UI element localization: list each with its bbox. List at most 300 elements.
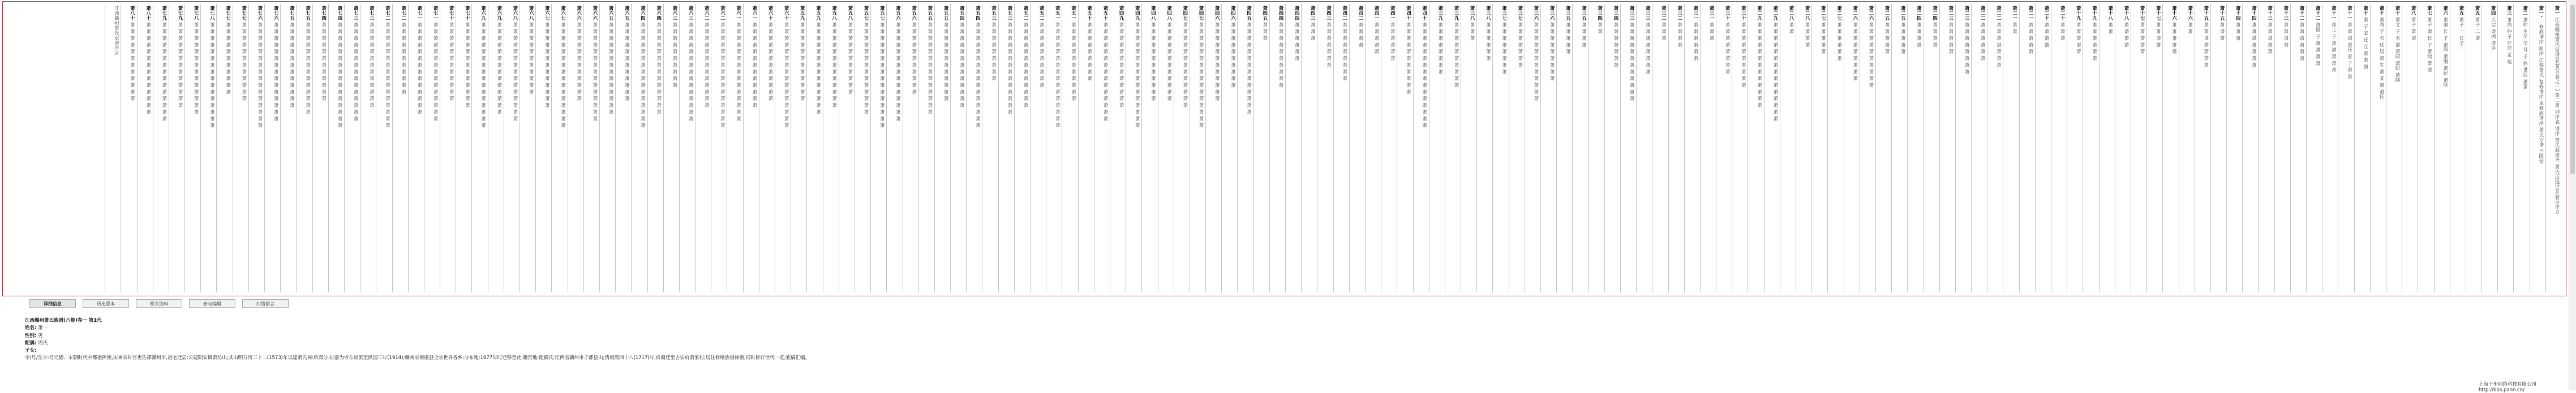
- column-rank: 萧七八: [194, 6, 200, 21]
- column-rank: 萧二九: [1772, 6, 1779, 21]
- column-rank: 萧五三: [991, 6, 997, 21]
- genealogy-column: [1509, 4, 1525, 292]
- column-rank: 萧二四: [1916, 6, 1922, 21]
- column-text: 萧 萧 萧: [1262, 22, 1268, 41]
- genealogy-column: [328, 4, 344, 292]
- column-rank: 萧四三: [1326, 6, 1332, 21]
- column-rank: 萧五十: [1102, 6, 1109, 21]
- column-text: 萧 萧 萧 萧 萧 萧 萧 萧 萧 萧 萧 萧 萧: [1119, 22, 1125, 108]
- genealogy-column: [2003, 4, 2019, 292]
- genealogy-column: [2019, 4, 2035, 292]
- genealogy-column: [2146, 4, 2162, 292]
- column-rank: 萧四八: [1150, 6, 1157, 21]
- column-text: 萧 萧 萧 萧: [1581, 22, 1587, 47]
- genealogy-column: [280, 4, 296, 292]
- genealogy-column: [663, 4, 679, 292]
- genealogy-column: [2179, 4, 2195, 292]
- genealogy-column: [2258, 4, 2274, 292]
- column-rank: 萧四五: [1246, 6, 1252, 21]
- genealogy-column: [1588, 4, 1604, 292]
- scrollbar-thumb[interactable]: [2570, 5, 2575, 174]
- genealogy-column: [1716, 4, 1732, 292]
- column-rank: 萧六十: [768, 6, 774, 21]
- column-text: 萧 萧 萧 萧 萧: [1565, 22, 1572, 54]
- column-rank: 萧八: [2411, 6, 2417, 16]
- genealogy-column: [488, 4, 504, 292]
- column-rank: 萧三九: [1454, 6, 1460, 21]
- column-text: 萧 萧 萧 萧 萧 萧 萧 萧 萧 萧 萧 萧 萧 萧 萧 萧: [385, 22, 391, 128]
- column-text: 萧 萧 萧 萧 萧 萧 萧 萧 萧 萧 萧 萧 萧 萧 萧 萧: [720, 22, 726, 128]
- column-text: 萧 萧 萧 萧 萧 萧 萧 萧 萧 萧: [1278, 22, 1284, 88]
- column-text: 江西赣州萧氏家谱序言: [114, 6, 120, 55]
- column-text: 萧 萧 萧 萧 萧: [1821, 22, 1827, 54]
- genealogy-column: [105, 4, 121, 292]
- column-text: 萧 萧 萧 萧 萧 萧 萧 萧 萧 萧 萧 萧 萧 萧 萧 萧: [975, 22, 981, 128]
- column-rank: 萧三六: [1534, 6, 1539, 21]
- page-scrollbar[interactable]: [2569, 0, 2576, 390]
- column-text: 萧 萧 萧 萧 萧: [2028, 22, 2034, 54]
- column-rank: 萧三十: [1741, 6, 1747, 21]
- genealogy-column: [1572, 4, 1588, 292]
- column-text: 萧 萧 萧 萧: [1805, 22, 1811, 47]
- column-rank: 萧五八: [831, 6, 838, 21]
- genealogy-column: [2418, 4, 2433, 292]
- genealogy-column: [1556, 4, 1572, 292]
- column-rank: 萧三五: [1581, 6, 1587, 21]
- column-rank: 萧十二: [2315, 6, 2321, 21]
- genealogy-column: [1860, 4, 1875, 292]
- column-rank: 萧五七: [864, 6, 870, 21]
- genealogy-column: [2242, 4, 2258, 292]
- genealogy-column: [1221, 4, 1237, 292]
- column-rank: 萧四二: [1358, 6, 1364, 21]
- column-text: 萧子 谱 长 子 萧续 萧 谱: [2427, 17, 2433, 73]
- genealogy-scroll-panel[interactable]: [2, 1, 2566, 296]
- column-text: 萧 萧 萧 萧 萧 萧 萧 萧 萧 萧 萧 萧 萧 萧 萧 萧: [640, 22, 646, 128]
- column-rank: 萧二四: [1932, 6, 1938, 21]
- genealogy-column: [121, 4, 136, 292]
- genealogy-column: [504, 4, 520, 292]
- column-rank: 萧三四: [1613, 6, 1619, 21]
- column-text: 萧 萧: [1789, 22, 1794, 34]
- column-text: 萧 萧 萧 萧 萧 萧: [1486, 22, 1492, 61]
- tab-history[interactable]: 历史版本: [83, 299, 129, 308]
- column-rank: 萧十八: [2123, 6, 2130, 21]
- column-text: 萧 萧 萧 萧 萧 萧 萧 萧 萧 萧 萧 萧 萧 萧 萧 萧: [1199, 22, 1205, 128]
- genealogy-column: [1030, 4, 1046, 292]
- column-text: 萧 萧 萧 萧 萧 萧 萧 萧 萧 萧 萧 萧: [576, 22, 582, 101]
- genealogy-column: [2162, 4, 2178, 292]
- column-text: 萧 萧 萧 萧 萧 萧 萧 萧: [1501, 22, 1508, 75]
- column-rank: 萧十一: [2331, 6, 2337, 21]
- genealogy-column: [2530, 4, 2545, 292]
- genealogy-column: [1827, 4, 1843, 292]
- column-rank: 萧六八: [529, 6, 535, 21]
- genealogy-column: [1939, 4, 1955, 292]
- column-rank: 萧十一: [2347, 6, 2353, 21]
- column-rank: 萧六五: [608, 6, 615, 21]
- genealogy-column: [1636, 4, 1652, 292]
- column-text: 萧 萧 萧 萧 萧 萧 萧 萧 萧 萧 萧 萧 萧 萧 萧 萧: [1422, 22, 1428, 128]
- column-text: 二修族谱序 原序 江都萧氏 复修谱序 重修族谱序 萧氏宗谱 兰陵堂: [2538, 19, 2544, 164]
- column-rank: 萧三四: [1597, 6, 1603, 21]
- genealogy-column: [2322, 4, 2338, 292]
- genealogy-column: [1780, 4, 1796, 292]
- column-rank: 萧二九: [1757, 6, 1763, 21]
- meta-row: 子女:: [25, 348, 37, 354]
- column-rank: 萧四: [2491, 6, 2497, 16]
- genealogy-column: [806, 4, 822, 292]
- column-text: 萧 萧 萧 萧 萧 萧 萧 萧: [1725, 22, 1731, 75]
- genealogy-column: [2306, 4, 2322, 292]
- meta-row: 姓名: 萧一: [25, 325, 48, 331]
- column-rank: 萧五二: [1023, 6, 1029, 21]
- genealogy-column: [1492, 4, 1508, 292]
- genealogy-column: [695, 4, 711, 292]
- column-text: 萧 萧 萧 萧 萧 萧 萧 萧 萧 萧 萧: [529, 22, 535, 94]
- genealogy-column: [647, 4, 663, 292]
- column-text: 萧 萧 萧 萧 萧 萧 萧 萧 萧 萧 萧 萧: [943, 22, 950, 101]
- genealogy-column: [153, 4, 169, 292]
- column-text: 萧 萧 萧: [1470, 22, 1476, 41]
- column-rank: 萧七七: [241, 6, 247, 21]
- column-rank: 萧四六: [1230, 6, 1237, 21]
- tab-details[interactable]: 详细信息: [29, 299, 76, 308]
- column-rank: 萧六: [2442, 6, 2449, 16]
- column-text: 萧 萧 萧 萧 萧 萧 萧 萧 萧 萧 萧 萧 萧 萧 萧 萧: [784, 22, 790, 128]
- column-rank: 萧三八: [1486, 6, 1492, 21]
- column-rank: 萧三三: [1629, 6, 1635, 21]
- genealogy-column: [599, 4, 615, 292]
- column-text: 萧 萧 萧 萧 萧 萧 萧 萧 萧 萧 萧 萧 萧 萧 萧: [353, 22, 359, 122]
- column-rank: 萧七八: [209, 6, 216, 21]
- column-text: 萧 萧 萧 谱 萧: [2076, 22, 2082, 54]
- column-rank: 萧一: [2554, 6, 2560, 16]
- column-rank: 萧六五: [624, 6, 630, 21]
- column-rank: 萧六九: [480, 6, 487, 21]
- column-text: 萧 萧 萧 萧 萧 萧 萧 萧 萧 萧 萧 萧 萧 萧: [305, 22, 311, 115]
- genealogy-column: [1429, 4, 1445, 292]
- column-text: 萧 萧 萧 谱 萧 萧 萧: [1996, 22, 2002, 68]
- tab-edit[interactable]: 参与编辑: [189, 299, 235, 308]
- genealogy-column: [775, 4, 791, 292]
- column-text: 萧 萧 萧 萧 萧 萧: [1294, 22, 1300, 61]
- column-rank: 萧七一: [433, 6, 439, 21]
- footer-link[interactable]: 上海千里网络科技有限公司 http://bbs.pann.cn/: [2479, 382, 2537, 393]
- genealogy-column: [743, 4, 759, 292]
- column-rank: 萧二十: [2060, 6, 2066, 21]
- column-text: 萧 萧 萧 萧: [1932, 22, 1938, 47]
- column-text: 萧谱 子 萧 萧 萧 萧: [2315, 22, 2321, 66]
- genealogy-column: [903, 4, 918, 292]
- column-rank: 萧十六: [2187, 6, 2193, 21]
- genealogy-column: [392, 4, 408, 292]
- column-rank: 萧五六: [911, 6, 917, 21]
- column-text: 萧 萧 萧 萧 萧 萧 萧 萧: [1645, 22, 1651, 75]
- column-text: 萧 萧 萧 萧 萧 萧 萧 萧 萧 萧: [1454, 22, 1460, 88]
- tab-comments[interactable]: 纠错留言: [242, 299, 289, 308]
- genealogy-column: [456, 4, 471, 292]
- column-text: 萧 萧 萧 萧 萧 萧 萧 萧 萧 萧 萧 萧: [800, 22, 806, 101]
- genealogy-column: [1652, 4, 1668, 292]
- genealogy-column: [950, 4, 966, 292]
- column-text: 萧 萧 萧 萧 萧 萧 萧 萧 萧 萧 萧 萧 萧: [752, 22, 758, 108]
- genealogy-column: [1094, 4, 1110, 292]
- column-text: 萧 萧 萧 萧 萧 萧 萧 萧 萧 萧 萧 萧 萧: [959, 22, 965, 108]
- genealogy-column: [535, 4, 551, 292]
- column-rank: 萧四二: [1342, 6, 1348, 21]
- column-text: 萧 萧 萧 萧 萧 萧 萧 萧 萧: [1852, 22, 1858, 81]
- column-rank: 萧二八: [1805, 6, 1811, 21]
- column-text: 萧 萧 萧 萧 萧 萧 萧 萧 萧 萧: [1868, 22, 1874, 88]
- column-text: 萧 萧 萧 萧 萧 萧 萧: [1613, 22, 1619, 68]
- column-rank: 萧五: [2475, 6, 2481, 16]
- column-text: 萧 萧 谱 萧氏 家 子 萧 萧: [2347, 22, 2353, 79]
- column-rank: 萧四七: [1182, 6, 1188, 21]
- column-rank: 萧四三: [1310, 6, 1316, 21]
- column-rank: 萧六十: [784, 6, 790, 21]
- column-text: 萧 萧 萧 萧 萧 萧 萧 萧 萧 萧 萧 萧 萧 萧: [815, 22, 822, 115]
- column-rank: 萧二六: [1868, 6, 1874, 21]
- column-text: 萧 萧 萧 萧 萧: [1900, 22, 1907, 54]
- genealogy-column: [1748, 4, 1763, 292]
- genealogy-column: [200, 4, 216, 292]
- genealogy-column: [520, 4, 535, 292]
- column-text: 萧 谱 萧: [2219, 22, 2226, 41]
- genealogy-column: [1046, 4, 1062, 292]
- column-rank: 萧三三: [1645, 6, 1651, 21]
- genealogy-column: [408, 4, 424, 292]
- genealogy-column: [1955, 4, 1971, 292]
- genealogy-column: [1269, 4, 1285, 292]
- column-rank: 萧六一: [752, 6, 758, 21]
- genealogy-column: [233, 4, 248, 292]
- column-text: 萧 萧: [2012, 22, 2018, 34]
- column-text: 萧子 萧 谱: [2411, 17, 2417, 41]
- genealogy-column: [1062, 4, 1077, 292]
- column-rank: 萧六六: [592, 6, 598, 21]
- column-text: 萧 萧 萧 萧: [1677, 22, 1683, 47]
- genealogy-column: [2067, 4, 2083, 292]
- column-text: 萧 萧 萧 萧 萧 萧 萧 萧 萧 萧 萧 萧 萧 萧: [145, 22, 152, 115]
- column-text: 萧 萧 萧 萧 萧 萧 萧 萧 萧 萧 萧 萧 萧: [1182, 22, 1188, 108]
- column-rank: 萧三七: [1501, 6, 1508, 21]
- column-rank: 萧二十: [2044, 6, 2050, 21]
- column-text: 萧 萧 萧: [1661, 22, 1667, 41]
- column-rank: 萧二一: [2012, 6, 2018, 21]
- column-rank: 萧八十: [145, 6, 152, 21]
- column-text: 萧 萧 萧 萧 萧 萧 萧 萧 萧 萧 萧 萧 萧: [1023, 22, 1029, 108]
- genealogy-column: [1891, 4, 1907, 292]
- column-rank: 萧三六: [1549, 6, 1556, 21]
- record-description: 字/号/生卒:号元德、宋朝时代中都指挥使,宋神宗时官吏佐郡赣州市,祖宅迁居:公建阳安镇萧坊山;其山明万历三十二(1573)年以建萧氏祠:后裔分支:嘉为寺东房派至民国三年(1914);赣州府南康县全宗世界各乡:分布地:1977年时迁移至此,籍贯地:配偶氏:江西省赣州市于都县山;清康熙四十八(1717)年,后裔迁至吉安府萧家村;居住修缮族谱族谱;同时修订世代一览;底稿汇编。: [25, 355, 810, 361]
- genealogy-column: [1700, 4, 1716, 292]
- column-text: 萧 萧 萧 萧 萧 萧 萧 萧 萧 萧 萧 萧 萧: [544, 22, 551, 108]
- genealogy-column: [2450, 4, 2466, 292]
- column-text: 萧 萧 萧 萧 萧 萧 萧 萧 萧 萧 萧 萧 萧 萧: [1246, 22, 1252, 115]
- genealogy-column: [1158, 4, 1174, 292]
- column-text: 萧 萧 萧 萧 萧 萧 萧 萧 萧 萧 萧 萧 萧 萧 萧: [895, 22, 901, 122]
- genealogy-column: [1764, 4, 1780, 292]
- column-text: 萧 萧 萧 萧 萧 萧 萧 萧 萧 萧 萧 萧 萧: [465, 22, 471, 108]
- column-rank: 萧三九: [1437, 6, 1444, 21]
- column-rank: 萧二三: [1948, 6, 1954, 21]
- column-text: 萧 萧 萧 萧 萧 萧 萧 萧 萧 萧 萧 萧 萧 萧 萧 萧: [257, 22, 263, 128]
- column-text: 萧 萧 萧 萧 萧 萧 萧 萧 萧 萧 萧 萧 萧 萧 萧: [736, 22, 742, 122]
- column-rank: 萧三七: [1517, 6, 1523, 21]
- column-text: 萧 萧 萧 萧 萧 萧 萧 萧 萧: [1342, 22, 1348, 81]
- column-rank: 萧十: [2378, 6, 2385, 16]
- column-text: 萧 萧 谱 萧 萧 萧 萧: [2251, 22, 2257, 68]
- column-text: 萧 萧 萧 萧 萧 萧 萧 萧 萧 萧 萧 萧 萧 萧 萧: [688, 22, 694, 122]
- column-text: 萧 子 家 迁 江 萧 萧 谱: [2363, 17, 2369, 70]
- column-text: 萧 萧 萧 萧 萧 萧 萧 萧 萧: [1549, 22, 1556, 81]
- column-rank: 萧三: [2506, 6, 2513, 16]
- genealogy-column: [679, 4, 695, 292]
- column-rank: 萧二七: [1836, 6, 1843, 21]
- genealogy-column: [440, 4, 456, 292]
- column-text: 萧 萧 萧 萧 萧 萧 萧 萧 萧 萧 萧 萧 萧 萧 萧 萧: [1055, 22, 1061, 128]
- column-text: 大宗 谱例 谱序: [2491, 17, 2497, 51]
- column-rank: 萧七十: [449, 6, 455, 21]
- column-rank: 萧十九: [2076, 6, 2082, 21]
- column-text: 萧 萧 谱 萧 萧: [2267, 22, 2273, 54]
- column-text: 萧 萧 萧 萧 萧 萧 萧 萧 萧 萧 萧 萧 萧 萧 萧 萧: [1135, 22, 1141, 128]
- tab-related[interactable]: 相关资料: [136, 299, 182, 308]
- genealogy-column: [1078, 4, 1094, 292]
- column-text: 萧 萧 萧 萧 萧 萧 萧 萧 萧 萧 萧: [1406, 22, 1412, 94]
- column-rank: 萧十: [2395, 6, 2401, 16]
- column-text: 萧 萧 萧 萧 萧 萧 萧 萧 萧 萧: [1230, 22, 1237, 88]
- genealogy-column: [2083, 4, 2098, 292]
- column-rank: 萧六八: [513, 6, 518, 21]
- column-rank: 萧六六: [576, 6, 582, 21]
- column-rank: 萧六七: [560, 6, 566, 21]
- genealogy-column: [2370, 4, 2386, 292]
- genealogy-column: [2545, 4, 2561, 292]
- column-rank: 萧五三: [1007, 6, 1013, 21]
- genealogy-column: [1237, 4, 1253, 292]
- column-text: 萧 萧 萧 萧 萧 萧: [1980, 22, 1986, 61]
- column-text: 萧 萧 萧 萧 萧 萧 萧 萧 萧 萧 萧 萧 萧: [178, 22, 184, 108]
- column-rank: 萧六四: [640, 6, 646, 21]
- column-text: 萧 萧 萧 萧 萧 萧 萧 萧 萧 萧 萧 萧 萧 萧 萧: [592, 22, 598, 122]
- column-rank: 萧二三: [1964, 6, 1970, 21]
- column-text: 萧 萧 谱 萧 萧 萧: [2299, 22, 2305, 61]
- genealogy-column: [918, 4, 934, 292]
- genealogy-column: [1971, 4, 1987, 292]
- genealogy-column: [2035, 4, 2051, 292]
- column-rank: 萧七四: [321, 6, 327, 21]
- genealogy-column: [2513, 4, 2529, 292]
- column-rank: 萧五九: [800, 6, 806, 21]
- column-rank: 萧六四: [656, 6, 662, 21]
- column-rank: 萧四九: [1135, 6, 1141, 21]
- column-text: 萧 萧 萧 萧 谱: [2171, 22, 2178, 54]
- genealogy-columns: [105, 4, 2561, 293]
- column-text: 萧 萧 萧 萧 萧 萧 萧 萧 萧 萧 萧 萧: [1214, 22, 1221, 101]
- column-rank: 萧七三: [369, 6, 375, 21]
- meta-row: 性别: 男: [25, 332, 43, 339]
- genealogy-column: [1811, 4, 1827, 292]
- column-text: 萧 萧 萧 萧: [1358, 22, 1364, 47]
- column-text: 萧 萧 萧 萧 萧: [2140, 22, 2146, 54]
- column-text: 萧 萧 谱 萧: [2156, 22, 2162, 47]
- genealogy-column: [1413, 4, 1429, 292]
- genealogy-column: [1381, 4, 1397, 292]
- column-rank: 萧三八: [1470, 6, 1476, 21]
- column-text: 萧文 子 名 谱 萧昭 萧纪 萧续: [2395, 17, 2401, 83]
- genealogy-column: [1604, 4, 1620, 292]
- column-text: 萧 萧: [2187, 22, 2193, 34]
- column-rank: 萧七二: [385, 6, 391, 21]
- column-text: 萧 萧 萧 萧 萧 萧 萧 萧 萧 萧 萧 萧 萧 萧 萧: [433, 22, 439, 122]
- genealogy-column: [376, 4, 392, 292]
- genealogy-column: [1924, 4, 1939, 292]
- column-rank: 萧七六: [273, 6, 280, 21]
- column-text: 萧 萧 萧 萧 萧 萧 萧 萧 萧 萧 萧 萧: [624, 22, 630, 101]
- genealogy-column: [1476, 4, 1492, 292]
- column-text: 萧 萧 萧 萧 萧 萧 萧 萧 萧 萧 萧 萧 萧 萧: [417, 22, 423, 115]
- column-text: 萧 萧 萧 萧 萧 萧 萧 萧 萧 萧 萧 萧 萧: [1757, 22, 1763, 108]
- column-text: 萧 萧 萧 萧 萧 萧 萧 萧 萧 萧 萧 萧: [321, 22, 327, 101]
- genealogy-column: [1684, 4, 1700, 292]
- column-text: 萧 萧 萧 萧 萧 萧 萧 萧 萧 萧 萧 萧 萧 萧: [864, 22, 870, 115]
- column-text: 萧 萧 萧 萧 萧 萧 萧 萧 萧 萧: [672, 22, 678, 88]
- genealogy-column: [551, 4, 567, 292]
- genealogy-column: [1620, 4, 1636, 292]
- column-rank: 萧六三: [688, 6, 694, 21]
- genealogy-column: [2195, 4, 2210, 292]
- column-text: 萧 萧 萧 萧 萧 萧 萧 萧 萧 萧 萧 萧 萧 萧 萧: [1772, 22, 1779, 122]
- genealogy-column: [1844, 4, 1860, 292]
- genealogy-column: [823, 4, 839, 292]
- column-text: 萧 萧 萧 萧 萧 萧 萧 萧 萧 萧 萧 萧: [241, 22, 247, 101]
- column-rank: 萧十二: [2299, 6, 2305, 21]
- column-rank: 萧四一: [1390, 6, 1396, 21]
- column-rank: 萧三二: [1661, 6, 1667, 21]
- column-rank: 萧十六: [2171, 6, 2178, 21]
- column-text: 萧 萧 萧 萧 萧: [1374, 22, 1380, 54]
- genealogy-column: [1253, 4, 1269, 292]
- genealogy-column: [791, 4, 806, 292]
- detail-tabs: [29, 299, 289, 308]
- genealogy-column: [2434, 4, 2450, 292]
- column-text: 萧 萧 萧 萧 萧 萧 萧 萧 萧 萧 萧 萧 萧 萧: [1007, 22, 1013, 115]
- column-rank: 萧六二: [704, 6, 710, 21]
- column-text: 萧 萧 萧 萧 萧: [1948, 22, 1954, 54]
- genealogy-column: [2131, 4, 2146, 292]
- genealogy-column: [184, 4, 200, 292]
- genealogy-column: [1397, 4, 1412, 292]
- column-text: 萧 萧 谱 萧 萧 萧 萧: [2203, 22, 2209, 68]
- genealogy-column: [248, 4, 264, 292]
- column-rank: 萧七五: [289, 6, 295, 21]
- column-rank: 萧六三: [672, 6, 678, 21]
- genealogy-column: [2290, 4, 2306, 292]
- column-rank: 萧四六: [1214, 6, 1221, 21]
- genealogy-column: [998, 4, 1014, 292]
- genealogy-column: [360, 4, 376, 292]
- column-rank: 萧十五: [2203, 6, 2209, 21]
- column-rank: 萧五一: [1055, 6, 1061, 21]
- column-text: 萧 萧 萧 谱: [1916, 22, 1922, 47]
- genealogy-column: [934, 4, 950, 292]
- column-text: 萧 萧 萧 萧 萧 萧 萧 萧: [1964, 22, 1970, 75]
- genealogy-column: [1668, 4, 1684, 292]
- column-rank: 萧四十: [1422, 6, 1428, 21]
- genealogy-column: [1301, 4, 1317, 292]
